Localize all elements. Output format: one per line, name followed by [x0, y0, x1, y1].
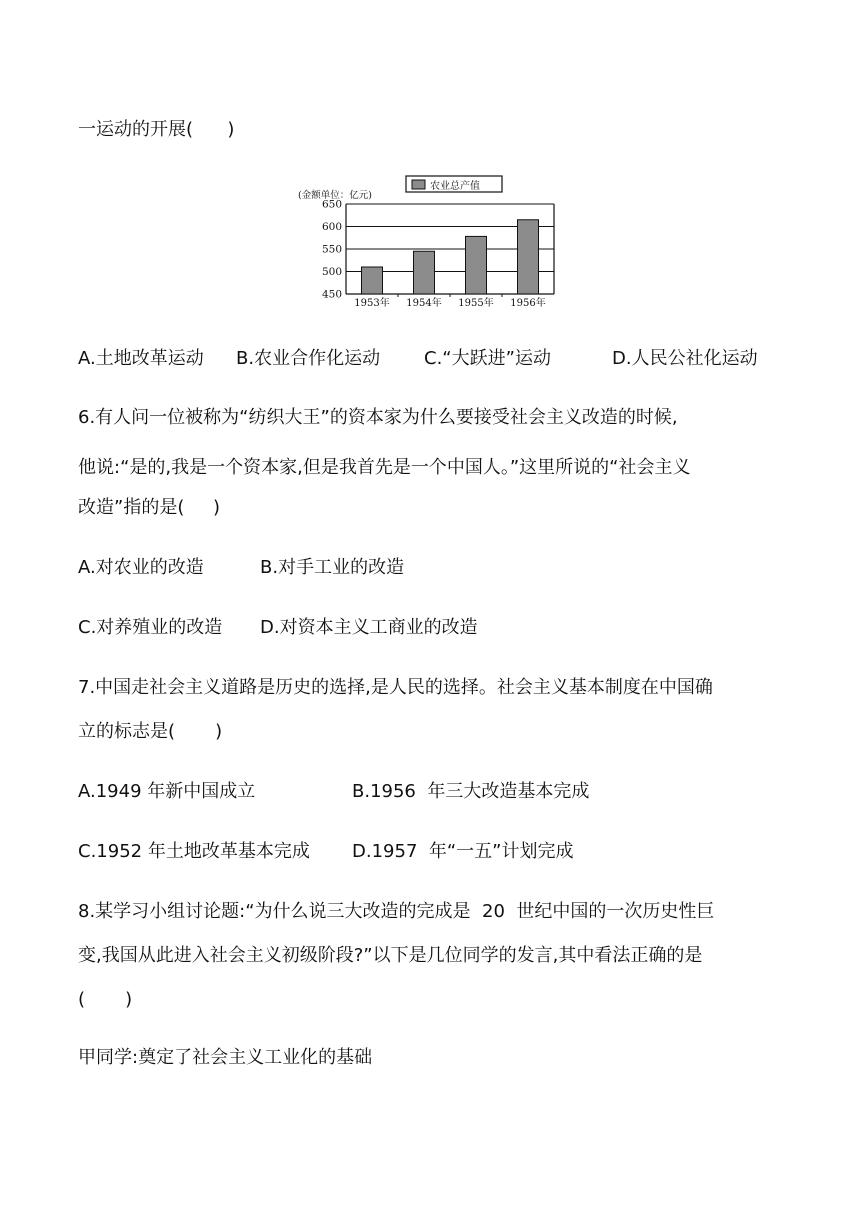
- x-tick-label: 1953年: [354, 298, 390, 309]
- q6-stem-line-1: 6.有人问一位被称为“纺织大王”的资本家为什么要接受社会主义改造的时候,: [78, 407, 678, 428]
- q8-stem-line-2: 变,我国从此进入社会主义初级阶段?”以下是几位同学的发言,其中看法正确的是: [78, 945, 703, 966]
- q5-stem: 一运动的开展( ): [78, 119, 235, 140]
- plot-area: [322, 199, 554, 310]
- q5-option-c[interactable]: C.“大跃进”运动: [424, 348, 551, 369]
- bar: [362, 267, 383, 294]
- legend-label: 农业总产值: [430, 181, 480, 192]
- q5-option-a[interactable]: A.土地改革运动: [78, 348, 204, 369]
- q8-statement-jia: 甲同学:奠定了社会主义工业化的基础: [78, 1047, 373, 1068]
- x-tick-label: 1955年: [458, 298, 494, 309]
- bar: [414, 251, 435, 294]
- y-tick-label: 450: [321, 288, 342, 301]
- q5-option-d[interactable]: D.人民公社化运动: [612, 348, 758, 369]
- q8-stem-line-3: ( ): [78, 989, 133, 1010]
- q8-stem-line-1: 8.某学习小组讨论题:“为什么说三大改造的完成是 20 世纪中国的一次历史性巨: [78, 901, 715, 922]
- bar: [466, 236, 487, 294]
- q6-option-d[interactable]: D.对资本主义工商业的改造: [260, 617, 478, 638]
- y-tick-label: 600: [321, 221, 342, 233]
- legend: [406, 176, 502, 192]
- q6-option-c[interactable]: C.对养殖业的改造: [78, 617, 223, 638]
- q5-option-b[interactable]: B.农业合作化运动: [236, 348, 381, 369]
- q7-option-c[interactable]: C.1952 年土地改革基本完成: [78, 841, 310, 862]
- q7-option-b[interactable]: B.1956 年三大改造基本完成: [352, 781, 590, 802]
- q6-stem-line-2: 他说:“是的,我是一个资本家,但是我首先是一个中国人。”这里所说的“社会主义: [78, 457, 691, 478]
- legend-swatch: [412, 180, 425, 189]
- y-tick-label: 550: [321, 243, 342, 256]
- y-tick-label: 500: [321, 266, 342, 278]
- q6-option-b[interactable]: B.对手工业的改造: [260, 557, 405, 578]
- q7-option-d[interactable]: D.1957 年“一五”计划完成: [352, 841, 574, 862]
- y-tick-label: 650: [321, 198, 342, 211]
- unit-label: (金额单位：亿元): [298, 190, 372, 201]
- q6-stem-line-3: 改造”指的是( ): [78, 497, 220, 518]
- bar: [518, 220, 539, 294]
- q7-stem-line-2: 立的标志是( ): [78, 721, 223, 742]
- q7-stem-line-1: 7.中国走社会主义道路是历史的选择,是人民的选择。社会主义基本制度在中国确: [78, 677, 713, 698]
- q7-option-a[interactable]: A.1949 年新中国成立: [78, 781, 256, 802]
- q6-option-a[interactable]: A.对农业的改造: [78, 557, 204, 578]
- x-tick-label: 1954年: [406, 298, 442, 309]
- x-tick-label: 1956年: [510, 298, 546, 309]
- agri-output-bar-chart: [296, 174, 566, 314]
